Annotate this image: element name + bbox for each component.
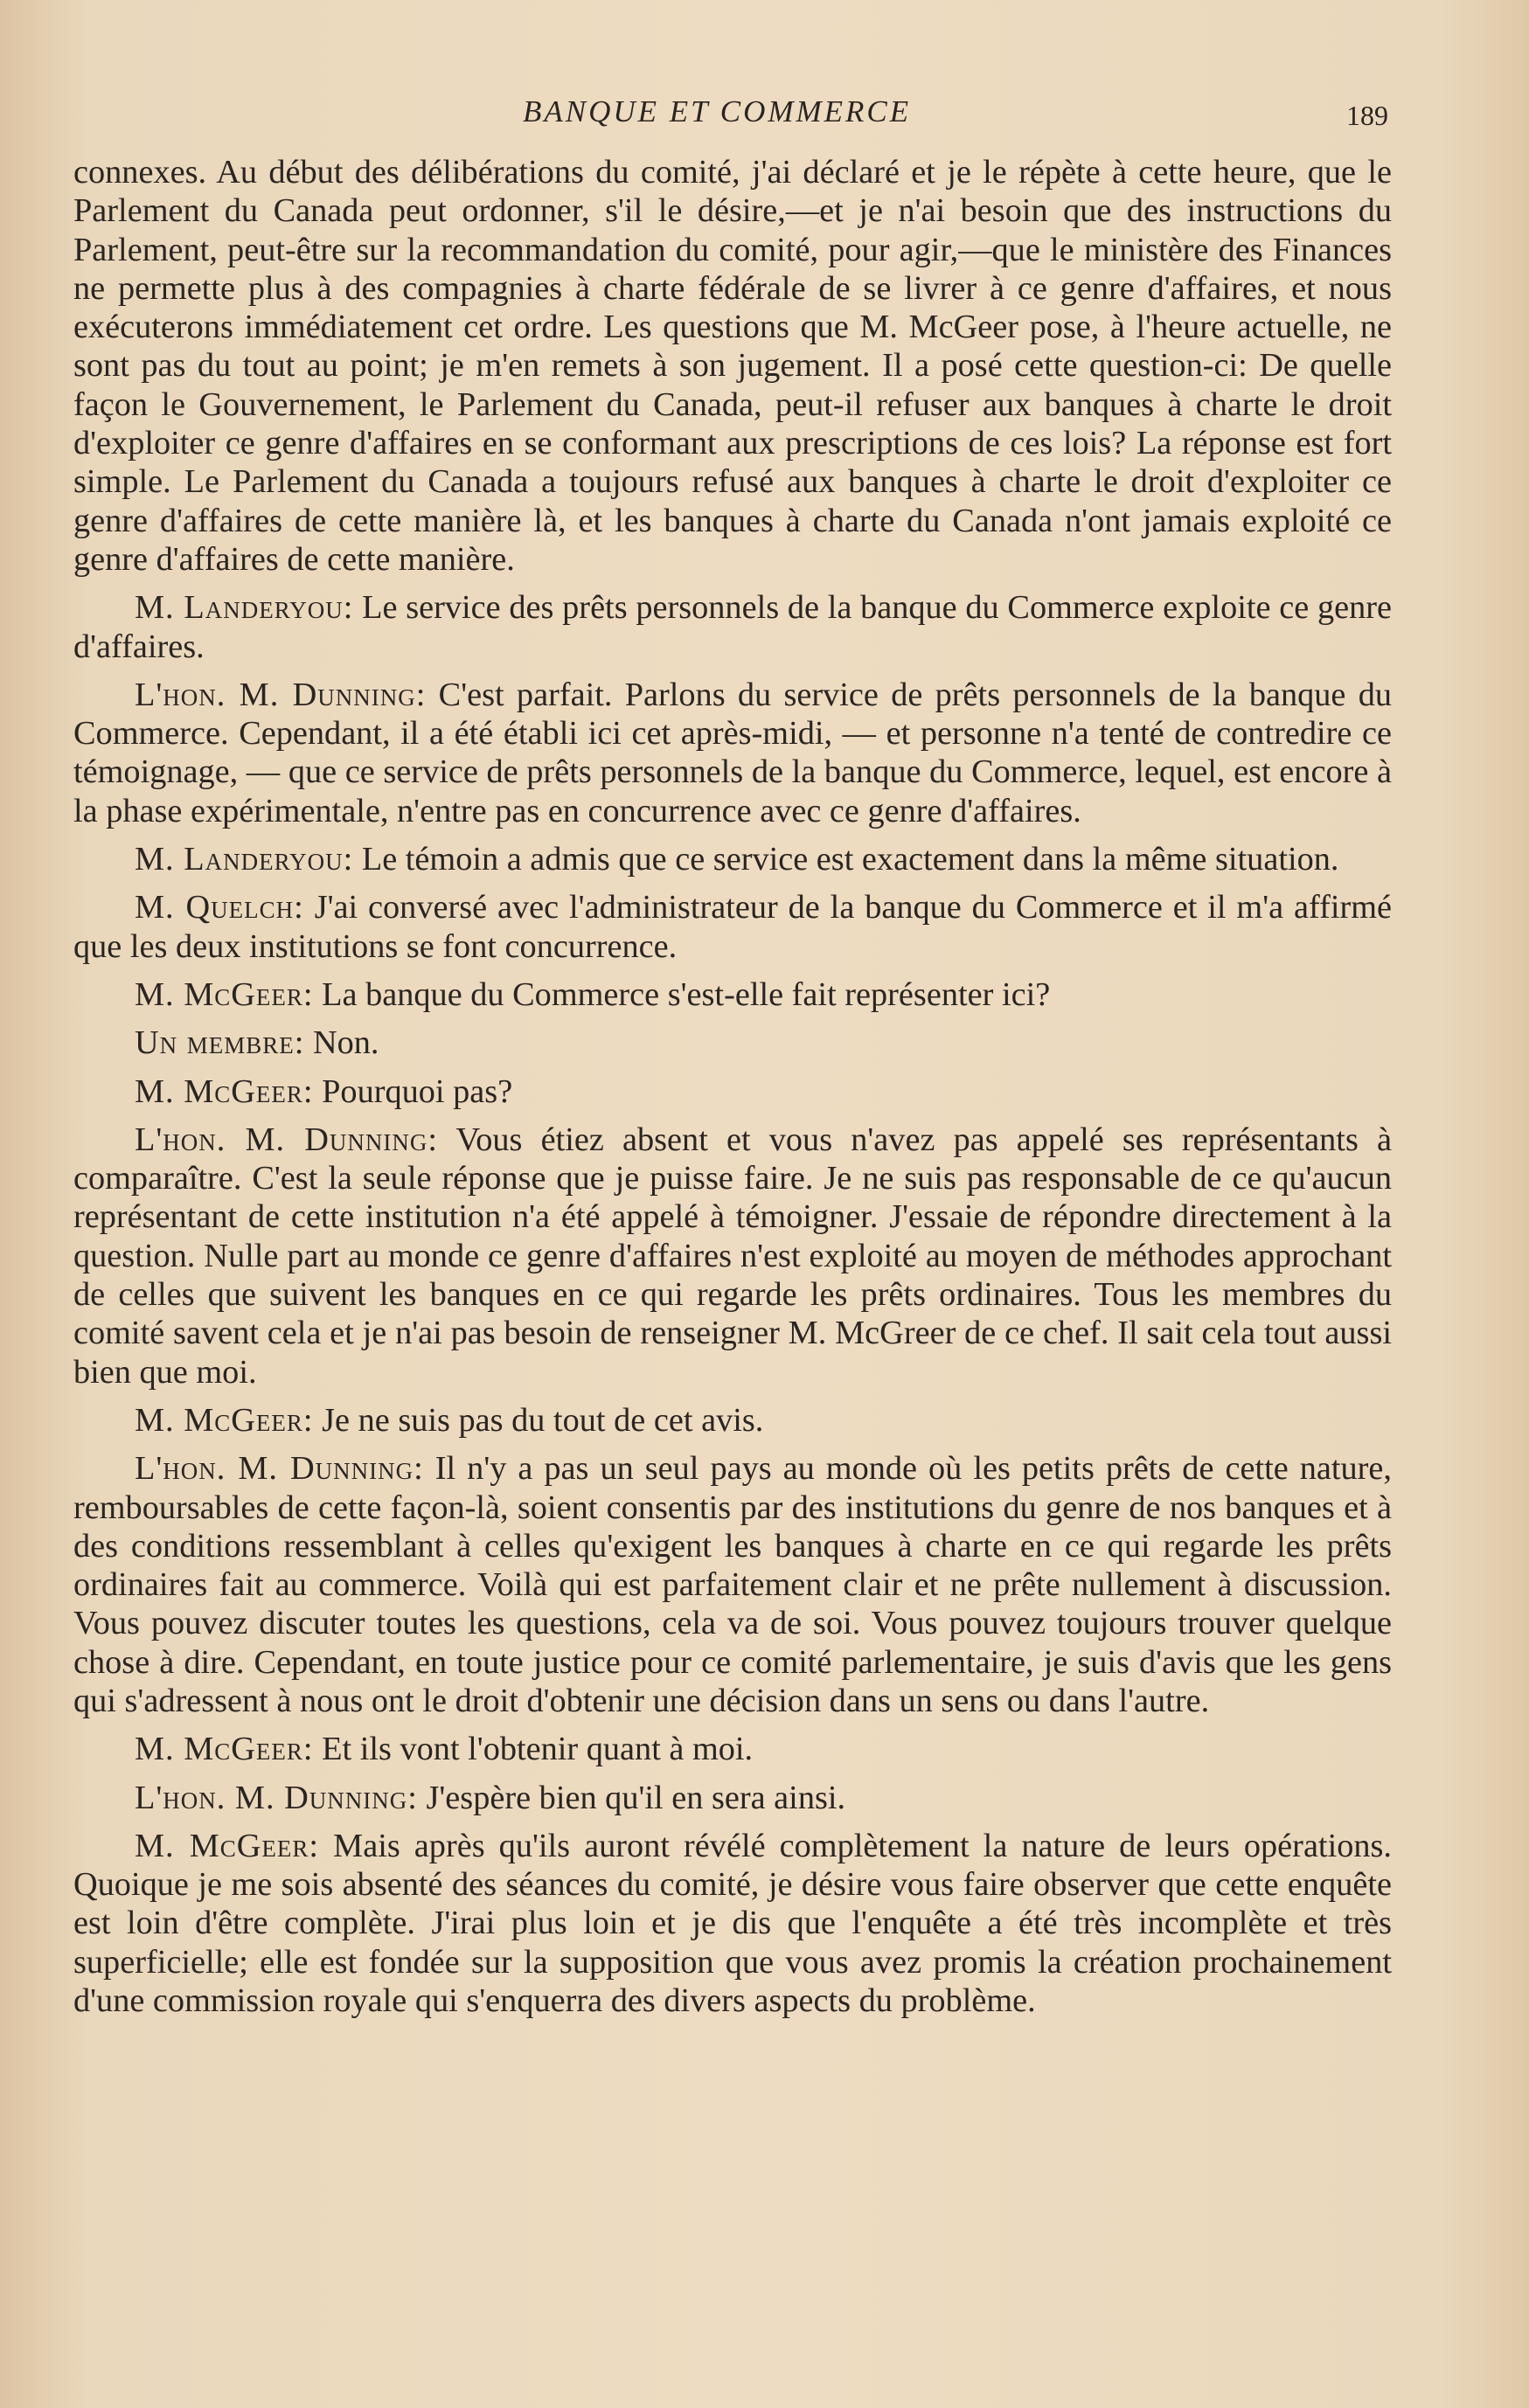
speaker-name: M. McGeer: — [135, 1401, 314, 1439]
paragraph-text: connexes. Au début des délibérations du comité, j'ai déclaré et je le répète à cette heure, que le Parlement du Canada peut ordonner, s'il le désire,—et je n'ai besoin que des instructions du Parlement, peut-être sur la recommandation du comité, pour agir,—que le ministère des Finances ne permette plus à des compagnies à charte fédérale de se livrer à ce genre d'affaires, et nous exécuterons immédiatement cet ordre. Les questions que M. McGeer pose, à l'heure actuelle, ne sont pas du tout au point; je m'en remets à son jugement. Il a posé cette question-ci: De quelle façon le Gouvernement, le Parlement du Canada, peut-il refuser aux banques à charte le droit d'exploiter ce genre d'affaires en se conformant aux prescriptions de ces lois? La réponse est fort simple. Le Parlement du Canada a toujours refusé aux banques à charte le droit d'exploiter ce genre d'affaires de cette manière là, et les banques à charte du Canada n'ont jamais exploité ce genre d'affaires de cette manière. — [73, 154, 1392, 578]
speaker-name: L'hon. M. Dunning: — [135, 676, 427, 713]
paragraph-text: J'espère bien qu'il en sera ainsi. — [417, 1779, 846, 1816]
paragraph — [73, 840, 1392, 878]
paragraph — [73, 975, 1392, 1014]
paragraph-text: Je ne suis pas du tout de cet avis. — [313, 1401, 764, 1439]
paragraph-text: Et ils vont l'obtenir quant à moi. — [313, 1731, 754, 1768]
paragraph-text: Pourquoi pas? — [313, 1072, 513, 1110]
paragraph-text: Il n'y a pas un seul pays au monde où les petits prêts de cette nature, remboursables de cette façon-là, soient consentis par des institutions du genre de nos banques et à des conditions ressemblant à celles qu'exigent les banques à charte en ce qui regarde les prêts ordinaires fait au commerce. Voilà qui est parfaitement clair et ne prête nullement à discussion. Vous pouvez discuter toutes les questions, cela va de soi. Vous pouvez toujours trouver quelque chose à dire. Cependant, en toute justice pour ce comité parlementaire, je suis d'avis que les gens qui s'adressent à nous ont le droit d'obtenir une décision dans un sens ou dans l'autre. — [73, 1450, 1392, 1719]
body-text — [73, 153, 1392, 2030]
speaker-name: L'hon. M. Dunning: — [135, 1450, 424, 1488]
paragraph-text: Le témoin a admis que ce service est exactement dans la même situation. — [353, 841, 1339, 878]
paragraph — [73, 153, 1392, 579]
paragraph-text: Non. — [304, 1024, 379, 1062]
paragraph — [73, 1730, 1392, 1768]
paragraph — [73, 1024, 1392, 1062]
speaker-name: M. McGeer: — [135, 975, 314, 1013]
paragraph — [73, 1072, 1392, 1111]
paragraph — [73, 1121, 1392, 1391]
page-header — [0, 87, 1529, 140]
speaker-name: Un membre: — [135, 1024, 305, 1062]
paragraph-text: Vous étiez absent et vous n'avez pas appelé ses représentants à comparaître. C'est la seule réponse que je puisse faire. Je ne suis pas responsable de ce qu'aucun représentant de cette institution n'a été appelé à témoigner. J'essaie de répondre directement à la question. Nulle part au monde ce genre d'affaires n'est exploité au moyen de méthodes approchant de celles que suivent les banques en ce qui regarde les prêts ordinaires. Tous les membres du comité savent cela et je n'ai pas besoin de renseigner M. McGreer de ce chef. Il sait cela tout aussi bien que moi. — [73, 1121, 1392, 1391]
paragraph — [73, 888, 1392, 966]
paragraph — [73, 1401, 1392, 1440]
paragraph — [73, 1449, 1392, 1720]
paragraph — [73, 1779, 1392, 1817]
paragraph-text: Mais après qu'ils auront révélé complètement la nature de leurs opérations. Quoique je me sois absenté des séances du comité, je désire vous faire observer que cette enquête est loin d'être complète. J'irai plus loin et je dis que l'enquête a été très incomplète et très superficielle; elle est fondée sur la supposition que vous avez promis la création prochainement d'une commission royale qui s'enquerra des divers aspects du problème. — [73, 1827, 1392, 2020]
page-number: 189 — [1346, 100, 1388, 131]
speaker-name: M. Quelch: — [135, 889, 304, 926]
speaker-name: M. McGeer: — [135, 1072, 314, 1110]
running-title: BANQUE ET COMMERCE — [523, 94, 912, 128]
paragraph — [73, 588, 1392, 666]
speaker-name: M. McGeer: — [135, 1731, 314, 1768]
speaker-name: M. Landeryou: — [135, 841, 354, 878]
speaker-name: L'hon. M. Dunning: — [135, 1779, 418, 1816]
paragraph-text: La banque du Commerce s'est-elle fait représenter ici? — [313, 975, 1051, 1013]
speaker-name: L'hon. M. Dunning: — [135, 1121, 439, 1158]
paragraph-text: Le service des prêts personnels de la banque du Commerce exploite ce genre d'affaires. — [73, 589, 1392, 665]
paragraph — [73, 676, 1392, 830]
paragraph-text: J'ai conversé avec l'administrateur de la banque du Commerce et il m'a affirmé que les deux institutions se font concurrence. — [73, 889, 1392, 965]
speaker-name: M. McGeer: — [135, 1827, 320, 1864]
paragraph-text: C'est parfait. Parlons du service de prêts personnels de la banque du Commerce. Cependant, il a été établi ici cet après-midi, — et personne n'a tenté de contredire ce témoignage, — que ce service de prêts personnels de la banque du Commerce, lequel, est encore à la phase expérimentale, n'entre pas en concurrence avec ce genre d'affaires. — [73, 676, 1393, 829]
speaker-name: M. Landeryou: — [135, 589, 354, 627]
paragraph — [73, 1827, 1392, 2020]
